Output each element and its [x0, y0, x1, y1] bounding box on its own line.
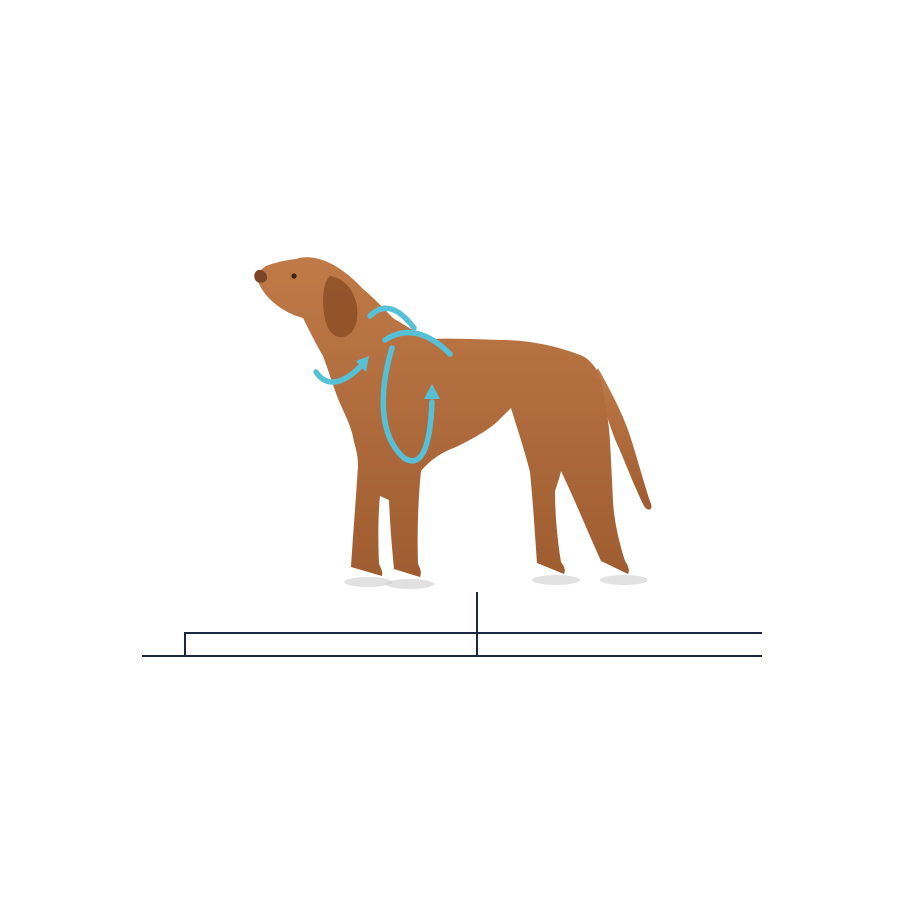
table-header-row	[142, 592, 762, 632]
neck-unit-label	[184, 632, 476, 657]
foot-shadow	[386, 579, 434, 589]
teal-wave-decoration	[0, 640, 900, 900]
size-table	[142, 592, 762, 657]
dog-illustration	[230, 250, 680, 595]
neck-column-header	[184, 592, 476, 632]
dog-eye	[291, 273, 296, 278]
chest-column-header	[476, 592, 762, 632]
halti-logo	[760, 24, 780, 32]
foot-shadow	[532, 575, 580, 585]
table-unit-row	[142, 632, 762, 657]
red-wave-decoration	[0, 0, 900, 245]
chest-unit-label	[476, 632, 762, 657]
foot-shadow	[600, 575, 648, 585]
dog-body	[257, 257, 629, 577]
foot-shadow	[344, 577, 392, 587]
